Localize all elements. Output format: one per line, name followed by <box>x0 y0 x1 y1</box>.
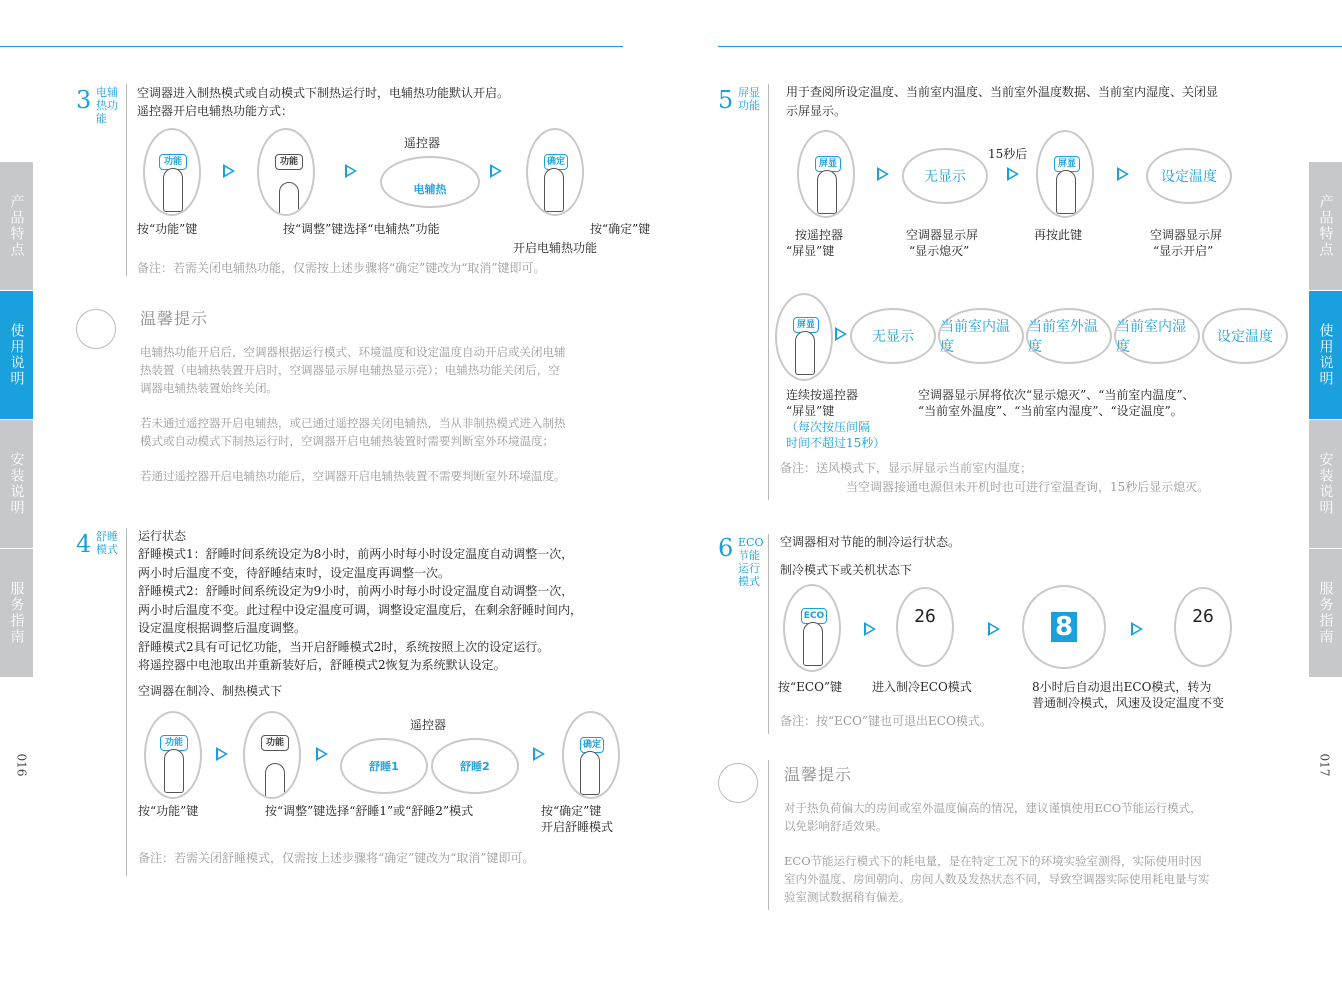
section-5-divider <box>768 84 769 500</box>
s5-seq4-text: 设定温度 <box>1217 329 1273 345</box>
section-6-number: 6 <box>718 534 734 562</box>
finger-icon <box>279 182 299 216</box>
tab-service-left[interactable]: 服务指南 <box>0 549 33 677</box>
s4-remote-confirm <box>562 711 620 799</box>
finger-icon <box>817 170 837 214</box>
tab-usage-left[interactable]: 使用说明 <box>0 291 33 419</box>
s4-line4: 两小时后温度不变。此过程中设定温度可调，调整设定温度后，在剩余舒睡时间内， <box>138 603 583 617</box>
s6-note: 备注：按“ECO”键也可退出ECO模式。 <box>780 714 992 728</box>
s5-remote-1 <box>797 130 855 218</box>
finger-icon <box>163 168 183 212</box>
finger-icon <box>164 749 184 793</box>
s5-cap1b: “屏显”键 <box>786 244 835 258</box>
s3-remote-label: 遥控器 <box>404 136 441 150</box>
s4-line6: 舒睡模式2具有可记忆功能，当开启舒睡模式2时，系统按照上次的设定运行。 <box>138 640 550 654</box>
s6-cap2: 进入制冷ECO模式 <box>872 680 972 694</box>
tab-usage-right[interactable]: 使用说明 <box>1309 291 1342 419</box>
s3-cap1: 按“功能”键 <box>137 222 198 236</box>
s5-seq0-text: 无显示 <box>872 329 914 345</box>
s4-remote-adjust <box>243 711 301 799</box>
s3-line2: 遥控器开启电辅热功能方式： <box>137 104 294 118</box>
s3-note: 备注：若需关闭电辅热功能，仅需按上述步骤将“确定”键改为“取消”键即可。 <box>137 261 546 275</box>
tab-service-right[interactable]: 服务指南 <box>1309 549 1342 677</box>
s4-mode: 空调器在制冷、制热模式下 <box>138 684 283 698</box>
s4-oval-sleep2 <box>431 738 519 794</box>
s6-display-normal <box>1174 587 1232 667</box>
display-button[interactable]: 屏显 <box>793 317 819 333</box>
top-rule-right <box>718 46 1342 47</box>
s5-seq-set-temp <box>1202 308 1288 364</box>
section-5-number: 5 <box>718 86 734 114</box>
tip1-p2-l2: 模式或自动模式下制热运行时，空调器开启电辅热装置时需要判断室外环境温度； <box>140 434 554 448</box>
tip2-p2-l1: ECO节能运行模式下的耗电量，是在特定工况下的环境实验室测得，实际使用时因 <box>784 854 1202 868</box>
s5-cap6a: 空调器显示屏将依次“显示熄灭”、“当前室内温度”、 <box>918 388 1195 402</box>
arrow-icon <box>490 164 502 178</box>
s4-oval2-text: 舒睡2 <box>460 760 490 773</box>
func-button-alt[interactable]: 功能 <box>261 735 289 751</box>
section-4-divider <box>126 528 127 876</box>
s6-cap3b: 普通制冷模式，风速及设定温度不变 <box>1032 696 1225 710</box>
s5-cap4b: “显示开启” <box>1153 244 1214 258</box>
s4-line3: 舒睡模式2：舒睡时间系统设定为9小时，前两小时每小时设定温度自动调整一次， <box>138 584 574 598</box>
arrow-icon <box>1131 622 1143 636</box>
s4-line1: 舒睡模式1：舒睡时间系统设定为8小时，前两小时每小时设定温度自动调整一次， <box>138 547 574 561</box>
s5-set-temp-text: 设定温度 <box>1161 169 1217 185</box>
arrow-icon <box>216 747 228 761</box>
s4-oval1-text: 舒睡1 <box>369 760 399 773</box>
s5-remote-2 <box>1036 130 1094 218</box>
arrow-icon <box>877 167 889 181</box>
arrow-icon <box>345 164 357 178</box>
s5-remote-3 <box>775 293 833 381</box>
top-rule-left <box>0 46 623 47</box>
s6-remote <box>783 584 841 672</box>
tip1-title: 温馨提示 <box>140 309 209 328</box>
tip2-p1-l2: 以免影响舒适效果。 <box>784 819 888 833</box>
s5-seq1-text: 当前室内温度 <box>940 319 1010 355</box>
s5-cap4a: 空调器显示屏 <box>1150 228 1223 242</box>
display-button[interactable]: 屏显 <box>1054 156 1080 172</box>
s3-remote-func <box>143 128 201 216</box>
tip-person-icon <box>76 309 116 349</box>
s4-remote-label: 遥控器 <box>410 718 447 732</box>
finger-icon <box>265 763 285 799</box>
finger-icon <box>1056 170 1076 214</box>
s5-note2: 当空调器接通电源但未开机时也可进行室温查询，15秒后显示熄灭。 <box>846 480 1210 494</box>
finger-icon <box>580 751 600 795</box>
section-6-divider <box>768 534 769 734</box>
s5-seq-outdoor-temp <box>1026 308 1112 364</box>
tab-features-right[interactable]: 产品特点 <box>1309 162 1342 290</box>
s5-line1: 用于查阅所设定温度、当前室内温度、当前室外温度数据、当前室内湿度、关闭显 <box>786 85 1219 99</box>
arrow-icon <box>223 164 235 178</box>
s4-line0: 运行状态 <box>138 529 187 543</box>
s5-cap5d: 时间不超过15秒） <box>786 436 886 450</box>
tip-person-icon <box>718 763 758 803</box>
finger-icon <box>803 622 823 666</box>
s3-line1: 空调器进入制热模式或自动模式下制热运行时，电辅热功能默认开启。 <box>137 86 510 100</box>
s5-after15: 15秒后 <box>988 147 1028 161</box>
tip2-p1-l1: 对于热负荷偏大的房间或室外温度偏高的情况，建议谨慎使用ECO节能运行模式， <box>784 801 1202 815</box>
s3-remote-confirm <box>526 128 584 216</box>
s4-line5: 设定温度根据调整后温度调整。 <box>138 621 307 635</box>
s5-seq3-text: 当前室内湿度 <box>1116 319 1186 355</box>
tip1-p1-l1: 电辅热功能开启后，空调器根据运行模式、环境温度和设定温度自动开启或关闭电辅 <box>140 345 566 359</box>
tip1-p1-l3: 调器电辅热装置始终关闭。 <box>140 381 278 395</box>
s5-seq-off <box>850 308 936 364</box>
tip2-p2-l2: 室内外温度、房间朝向、房间人数及发热状态不同，导致空调器实际使用耗电量与实 <box>784 872 1210 886</box>
s5-cap2b: “显示熄灭” <box>909 244 970 258</box>
tip1-p3: 若通过遥控器开启电辅热功能后，空调器开启电辅热装置不需要判断室外环境温度。 <box>140 469 566 483</box>
s5-cap6b: “当前室外温度”、“当前室内湿度”、“设定温度”。 <box>918 404 1183 418</box>
page-number-left: 016 <box>14 753 29 777</box>
section-5-label: 屏显 功能 <box>738 86 760 112</box>
arrow-icon <box>864 622 876 636</box>
s5-seq-indoor-temp <box>938 308 1024 364</box>
s4-remote-func <box>144 711 202 799</box>
s3-remote-adjust <box>257 128 315 216</box>
section-6-label: ECO 节能 运行 模式 <box>738 536 764 588</box>
s5-cap5b: “屏显”键 <box>786 404 835 418</box>
s6-clock <box>1022 585 1106 669</box>
tip1-p2-l1: 若未通过遥控器开启电辅热，或已通过遥控器关闭电辅热，当从非制热模式进入制热 <box>140 416 566 430</box>
func-button-alt[interactable]: 功能 <box>275 154 303 170</box>
s6-cap3a: 8小时后自动退出ECO模式，转为 <box>1032 680 1212 694</box>
s6-line1: 空调器相对节能的制冷运行状态。 <box>780 535 961 549</box>
section-3-number: 3 <box>76 86 92 114</box>
page-number-right: 017 <box>1317 753 1332 777</box>
s4-oval-sleep1 <box>340 738 428 794</box>
s6-cap1: 按“ECO”键 <box>778 680 843 694</box>
s5-cap2a: 空调器显示屏 <box>906 228 979 242</box>
s5-no-display-text: 无显示 <box>924 169 966 185</box>
tip2-p2-l3: 验室测试数据稍有偏差。 <box>784 890 911 904</box>
section-4-number: 4 <box>76 530 92 558</box>
section-3-label: 电辅 热功 能 <box>96 86 118 125</box>
confirm-button[interactable]: 确定 <box>580 737 604 753</box>
display-button[interactable]: 屏显 <box>815 156 841 172</box>
s5-cap5c: （每次按压间隔 <box>786 420 871 434</box>
tab-install-left[interactable]: 安装说明 <box>0 420 33 548</box>
arrow-icon <box>1007 167 1019 181</box>
tab-features-left[interactable]: 产品特点 <box>0 162 33 290</box>
s5-note1: 备注：送风模式下，显示屏显示当前室内温度； <box>780 461 1033 475</box>
tab-install-right[interactable]: 安装说明 <box>1309 420 1342 548</box>
s3-cap2: 按“调整”键选择“电辅热”功能 <box>283 222 440 236</box>
func-button[interactable]: 功能 <box>160 735 188 751</box>
tip1-p1-l2: 热装置（电辅热装置开启时，空调器显示屏电辅热显示亮）；电辅热功能关闭后，空 <box>140 363 560 377</box>
s4-cap2: 按“调整”键选择“舒睡1”或“舒睡2”模式 <box>265 804 474 818</box>
s6-line2: 制冷模式下或关机状态下 <box>780 563 913 577</box>
s6-display-eco <box>896 587 954 667</box>
finger-icon <box>795 331 815 375</box>
tip2-divider <box>768 760 769 910</box>
s5-seq2-text: 当前室外温度 <box>1028 319 1098 355</box>
s5-cap3: 再按此键 <box>1034 228 1083 242</box>
s5-display-off <box>902 148 988 204</box>
s4-cap4: 开启舒睡模式 <box>541 820 614 834</box>
arrow-icon <box>835 327 847 341</box>
section-4-label: 舒睡 模式 <box>96 530 118 556</box>
s4-line2: 两小时后温度不变，待舒睡结束时，设定温度再调整一次。 <box>138 566 451 580</box>
section-3-divider <box>126 84 127 276</box>
s5-display-on <box>1146 148 1232 204</box>
s4-note: 备注：若需关闭舒睡模式，仅需按上述步骤将“确定”键改为“取消”键即可。 <box>138 851 535 865</box>
s3-display-oval <box>380 156 480 208</box>
s4-cap1: 按“功能”键 <box>138 804 199 818</box>
s5-cap1a: 按遥控器 <box>795 228 844 242</box>
confirm-button[interactable]: 确定 <box>544 154 568 170</box>
arrow-icon <box>1117 167 1129 181</box>
s6-temp-2: 26 <box>1192 605 1214 627</box>
arrow-icon <box>988 622 1000 636</box>
s3-oval-text: 电辅热 <box>413 183 447 196</box>
s4-line7: 将遥控器中电池取出并重新装好后，舒睡模式2恢复为系统默认设定。 <box>138 658 506 672</box>
s6-temp-1: 26 <box>914 605 936 627</box>
s5-cap5a: 连续按遥控器 <box>786 388 859 402</box>
eco-button[interactable]: ECO <box>801 608 827 624</box>
s6-hours: 8 <box>1051 612 1077 642</box>
s4-cap3: 按“确定”键 <box>541 804 602 818</box>
s5-line2: 示屏显示。 <box>786 104 847 118</box>
arrow-icon <box>533 747 545 761</box>
s3-cap4: 开启电辅热功能 <box>513 241 598 255</box>
finger-icon <box>544 168 564 212</box>
s3-cap3: 按“确定”键 <box>590 222 651 236</box>
s5-seq-indoor-humidity <box>1114 308 1200 364</box>
tip2-title: 温馨提示 <box>784 765 853 784</box>
arrow-icon <box>316 747 328 761</box>
func-button[interactable]: 功能 <box>159 154 187 170</box>
